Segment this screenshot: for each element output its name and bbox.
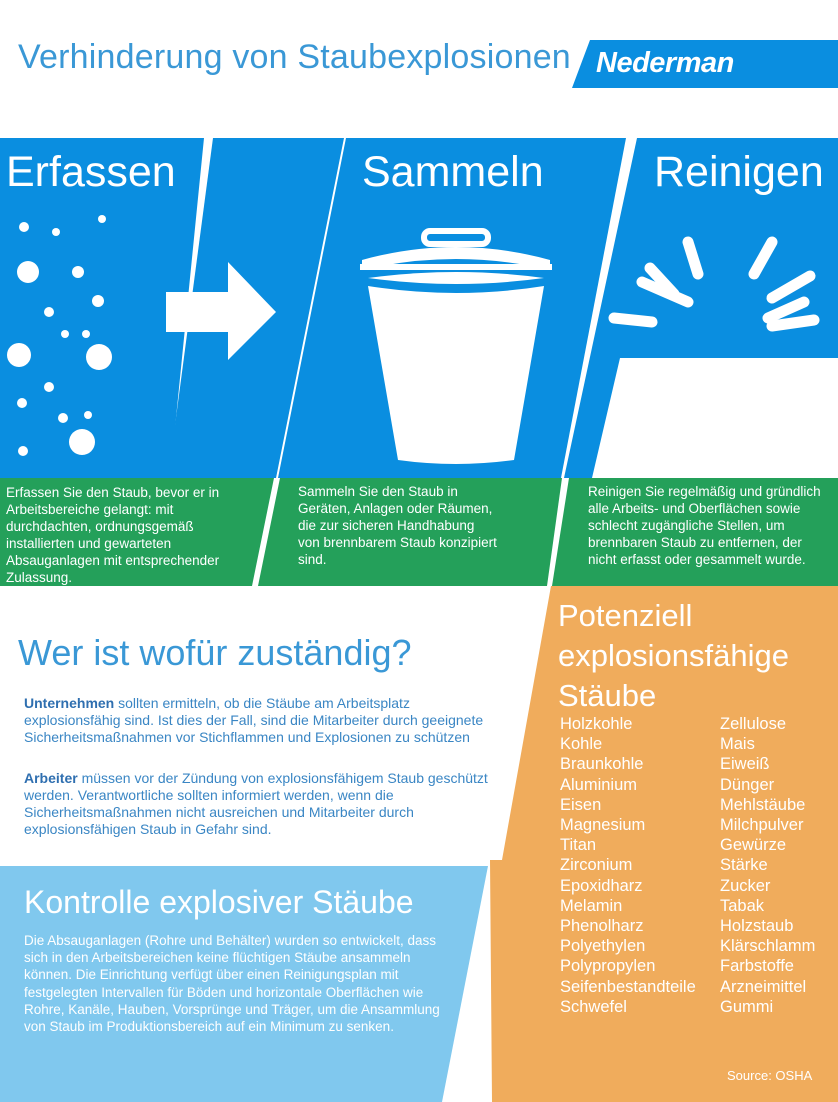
dust-item: Holzkohle: [560, 715, 633, 733]
dust-list-title: Potenziell explosionsfähige Stäube: [558, 598, 789, 713]
company-label: Unternehmen: [24, 695, 115, 711]
dust-item: Farbstoffe: [720, 957, 794, 976]
dust-list-right: [720, 714, 815, 1017]
step-text-erfassen: Erfassen Sie den Staub, bevor er in Arbeitsbereiche gelangt: mit durchdachten, ordnungsgemäß installierten und gewarteten Absauganlagen mit entsprechender Zulassung.: [6, 485, 220, 585]
dust-item: Holzstaub: [720, 917, 794, 936]
dust-item: Mehlstäube: [720, 795, 806, 814]
dust-item: Schwefel: [560, 997, 627, 1016]
arrow-right-icon: [166, 262, 278, 362]
dust-item: Titan: [560, 836, 597, 855]
dust-list-left: [560, 714, 696, 1017]
step-text-sammeln: Sammeln Sie den Staub in Geräten, Anlagen oder Räumen, die zur sicheren Handhabung von brennbarem Staub konzipiert sind.: [298, 484, 497, 567]
dust-item: Phenolharz: [560, 917, 644, 936]
dust-item: Kohle: [560, 735, 603, 754]
dust-item: Zirconium: [560, 856, 633, 875]
dust-item: Polyethylen: [560, 937, 646, 956]
dust-item: Eiweiß: [720, 755, 770, 774]
dust-item: Stärke: [720, 856, 768, 875]
dust-item: Klärschlamm: [720, 937, 816, 956]
dust-item: Magnesium: [560, 816, 646, 835]
control-title: Kontrolle explosiver Stäube: [24, 884, 414, 920]
company-text: sollten ermitteln, ob die Stäube am Arbeitsplatz explosionsfähig sind. Ist dies der Fall, sind die Mitarbeiter durch geeignete Sicherheitsmaßnahmen vor Stichflammen und Explosionen zu schützen: [24, 695, 484, 745]
step-heading-sammeln: Sammeln: [362, 148, 544, 196]
worker-paragraph: [24, 770, 502, 838]
dust-item: Polypropylen: [560, 957, 656, 976]
control-text: Die Absauganlagen (Rohre und Behälter) wurden so entwickelt, dass sich in den Arbeitsbereichen keine flüchtigen Stäube ansammeln können. Die Einrichtung verfügt über einen Reinigungsplan mit festgelegten Intervallen für Böden und horizontale Oberflächen wie Rohre, Kanäle, Hauben, Vorsprünge und Träger, um die Ansammlung von Staub im Produktionsbereich auf ein Minimum zu senken.: [24, 933, 440, 1035]
worker-label: Arbeiter: [24, 770, 78, 786]
dust-item: Epoxidharz: [560, 876, 643, 895]
dust-item: Mais: [720, 735, 755, 754]
dust-item: Gewürze: [720, 836, 787, 855]
bucket-icon: [356, 228, 556, 464]
dust-item: Arzneimittel: [720, 977, 807, 996]
source-note: Source: OSHA: [727, 1068, 813, 1083]
dust-item: Braunkohle: [560, 755, 644, 774]
dust-item: Tabak: [720, 896, 765, 915]
dust-item: Aluminium: [560, 775, 638, 794]
dust-item: Zucker: [720, 876, 771, 895]
responsibility-title: Wer ist wofür zuständig?: [18, 632, 412, 673]
dust-item: Eisen: [560, 795, 602, 814]
dust-item: Gummi: [720, 997, 774, 1016]
dust-item: Dünger: [720, 775, 775, 794]
nederman-logo: Nederman: [596, 47, 734, 79]
dust-item: Melamin: [560, 896, 623, 915]
shine-surface-icon: [592, 230, 838, 478]
dust-item: Zellulose: [720, 715, 787, 733]
page-title: Verhinderung von Staubexplosionen: [18, 38, 571, 76]
step-heading-reinigen: Reinigen: [654, 148, 824, 196]
dust-particles-icon: [0, 200, 140, 470]
step-text-reinigen: Reinigen Sie regelmäßig und gründlich alle Arbeits- und Oberflächen sowie schlecht zugängliche Stellen, um brennbaren Staub zu entfernen, der nicht erfasst oder gesammelt wurde.: [588, 484, 821, 567]
dust-item: Milchpulver: [720, 816, 804, 835]
dust-item: Seifenbestandteile: [560, 977, 696, 996]
worker-text: müssen vor der Zündung von explosionsfähigem Staub geschützt werden. Verantwortliche sollten informiert werden, wenn die Sicherheitsmaßnahmen nicht ausreichen und Mitarbeiter durch explosionsfähigen Staub in Gefahr sind.: [24, 770, 488, 837]
step-heading-erfassen: Erfassen: [6, 148, 176, 196]
company-paragraph: [24, 695, 502, 746]
